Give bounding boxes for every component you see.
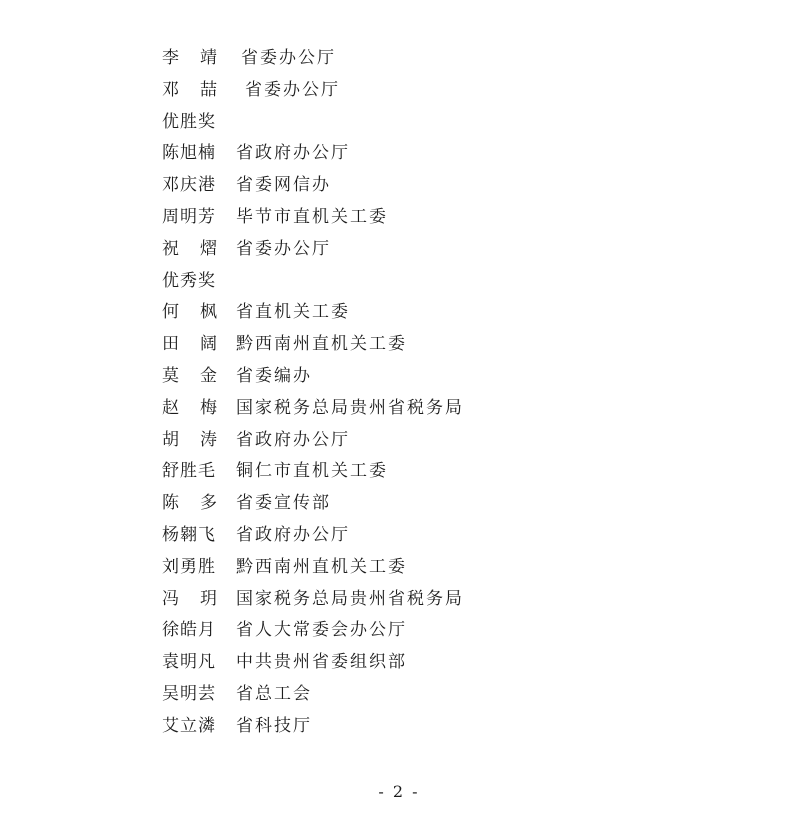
person-name: 冯 玥 [162,588,217,609]
list-item [162,615,622,647]
unit-name: 毕节市直机关工委 [236,206,388,227]
person-name: 徐皓月 [162,620,216,641]
unit-name: 省委编办 [236,365,312,386]
person-name: 艾立潾 [162,715,216,736]
page-number: - 2 - [378,782,420,801]
unit-name: 省政府办公厅 [236,143,350,164]
unit-name: 省委办公厅 [245,79,340,100]
list-item [162,711,622,743]
list-item [162,297,622,329]
unit-name: 省委宣传部 [236,493,331,514]
list-item [162,329,622,361]
person-name: 陈 多 [162,493,217,514]
person-name: 吴明芸 [162,683,216,704]
unit-name: 黔西南州直机关工委 [236,334,407,355]
person-name: 袁明凡 [162,652,216,673]
unit-name: 铜仁市直机关工委 [236,461,388,482]
award-category-heading: 优胜奖 [162,111,216,132]
person-name: 舒胜毛 [162,461,216,482]
list-item [162,170,622,202]
unit-name: 国家税务总局贵州省税务局 [236,397,464,418]
person-name: 陈旭楠 [162,143,216,164]
person-name: 周明芳 [162,206,216,227]
award-category-heading: 优秀奖 [162,270,216,291]
list-item [162,456,622,488]
list-item [162,202,622,234]
unit-name: 省政府办公厅 [236,524,350,545]
person-name: 田 阔 [162,334,217,355]
list-item [162,138,622,170]
list-item [162,679,622,711]
list-item [162,361,622,393]
list-item [162,552,622,584]
unit-name: 省科技厅 [236,715,312,736]
unit-name: 黔西南州直机关工委 [236,556,407,577]
unit-name: 省政府办公厅 [236,429,350,450]
person-name: 胡 涛 [162,429,217,450]
list-item [162,647,622,679]
unit-name: 中共贵州省委组织部 [236,652,407,673]
unit-name: 省委网信办 [236,175,331,196]
person-name: 刘勇胜 [162,556,216,577]
person-name: 杨翱飞 [162,524,216,545]
person-name: 李 靖 [162,48,217,68]
unit-name: 省直机关工委 [236,302,350,323]
list-item [162,584,622,616]
list-item [162,75,622,107]
list-item [162,425,622,457]
unit-name: 省总工会 [236,683,312,704]
unit-name: 省委办公厅 [241,48,336,68]
person-name: 何 枫 [162,302,217,323]
list-item [162,393,622,425]
unit-name: 省人大常委会办公厅 [236,620,407,641]
award-list [162,43,622,743]
person-name: 莫 金 [162,365,217,386]
unit-name: 省委办公厅 [236,238,331,259]
list-item [162,520,622,552]
person-name: 邓 喆 [162,79,217,100]
unit-name: 国家税务总局贵州省税务局 [236,588,464,609]
list-item [162,234,622,266]
person-name: 赵 梅 [162,397,217,418]
person-name: 祝 熠 [162,238,217,259]
list-item [162,488,622,520]
list-item [162,43,622,75]
person-name: 邓庆港 [162,175,216,196]
